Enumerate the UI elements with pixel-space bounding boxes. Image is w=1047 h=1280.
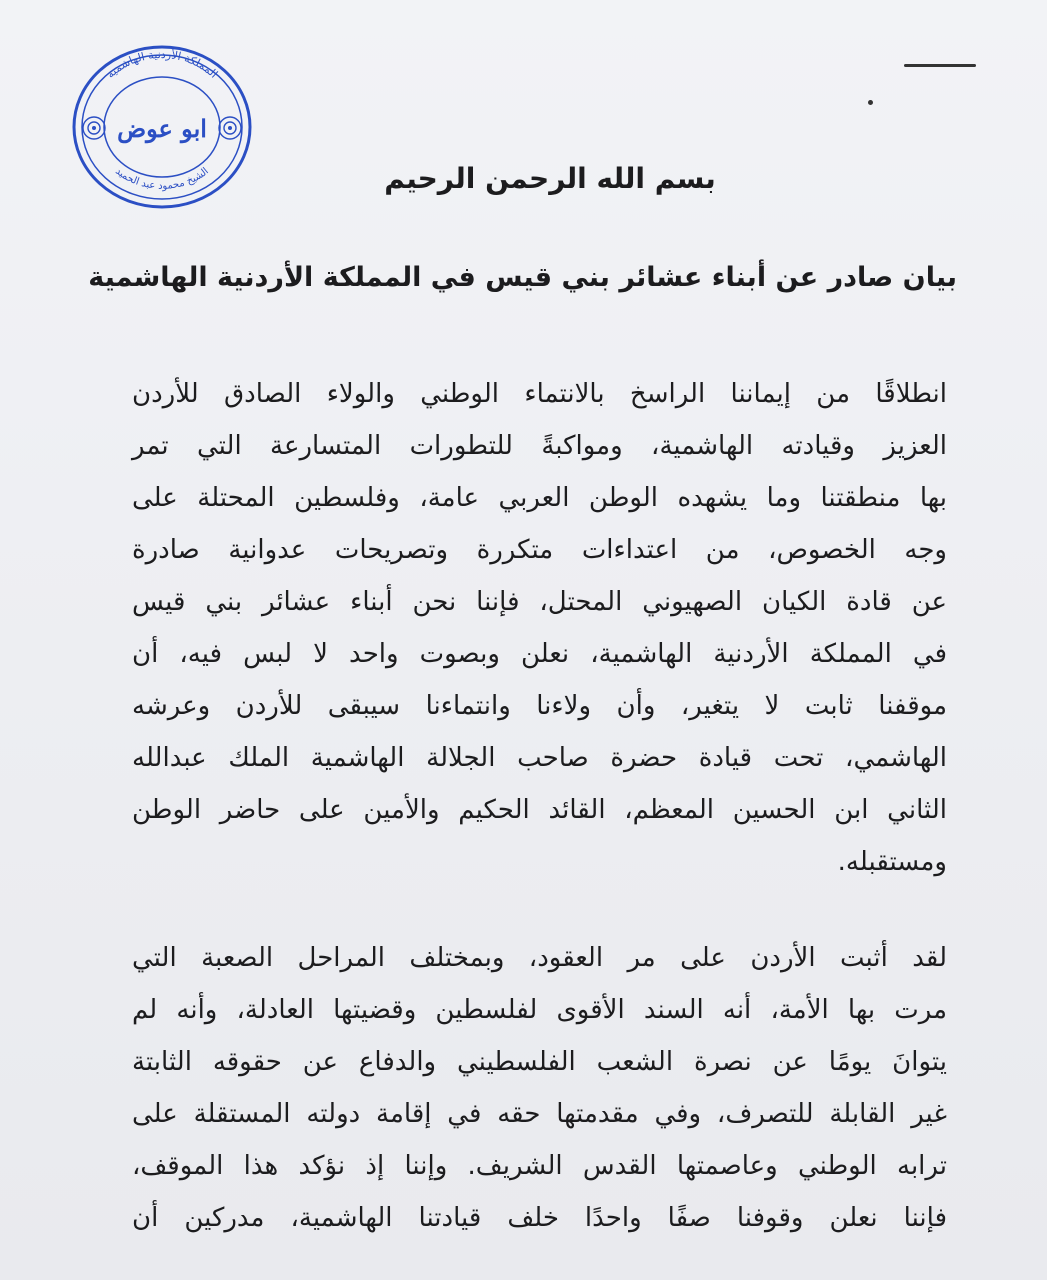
paragraph-line: ترابه الوطني وعاصمتها القدس الشريف. وإننا إذ نؤكد هذا الموقف، [132,1151,947,1181]
paragraph-line: الهاشمي، تحت قيادة حضرة صاحب الجلالة الهاشمية الملك عبدالله [132,743,947,773]
statement-heading: بيان صادر عن أبناء عشائر بني قيس في المملكة الأردنية الهاشمية [88,262,957,293]
paragraph-line: غير القابلة للتصرف، وفي مقدمتها حقه في إقامة دولته المستقلة على [132,1099,947,1129]
paragraph-line: انطلاقًا من إيماننا الراسخ بالانتماء الوطني والولاء الصادق للأردن [132,379,947,409]
seal-ring-text: المملكة الأردنية الهاشمية [103,47,221,81]
paragraph-line: ومستقبله. [837,847,947,877]
paragraph-1 [132,368,947,888]
basmala-title: بسم الله الرحمن الرحيم [384,162,716,195]
seal-bottom-text: الشيخ محمود عبد الحميد [113,165,211,192]
svg-text:الشيخ محمود عبد الحميد [113,166,211,192]
ink-dot [868,100,873,105]
paragraph-line: الثاني ابن الحسين المعظم، القائد الحكيم والأمين على حاضر الوطن [132,795,947,825]
svg-text:المملكة الأردنية الهاشمية [104,47,220,80]
paragraph-line: يتوانَ يومًا عن نصرة الشعب الفلسطيني والدفاع عن حقوقه الثابتة [132,1047,947,1077]
paragraph-line: بها منطقتنا وما يشهده الوطن العربي عامة، وفلسطين المحتلة على [132,483,947,513]
paragraph-line: عن قادة الكيان الصهيوني المحتل، فإننا نحن أبناء عشائر بني قيس [132,587,947,617]
circular-stamp-icon [70,42,254,212]
official-seal [70,42,254,212]
seal-center-text: ابو عوض [117,114,207,143]
paragraph-line: فإننا نعلن وقوفنا صفًا واحدًا خلف قيادتنا الهاشمية، مدركين أن [132,1203,947,1233]
paragraph-line: لقد أثبت الأردن على مر العقود، وبمختلف المراحل الصعبة التي [132,943,947,973]
paragraph-line: موقفنا ثابت لا يتغير، وأن ولاءنا وانتماءنا سيبقى للأردن وعرشه [132,691,947,721]
top-dash-mark [904,64,976,67]
paragraph-line: وجه الخصوص، من اعتداءات متكررة وتصريحات عدوانية صادرة [132,535,947,565]
paragraph-line: العزيز وقيادته الهاشمية، ومواكبةً للتطورات المتسارعة التي تمر [132,431,947,461]
paragraph-line: مرت بها الأمة، أنه السند الأقوى لفلسطين وقضيتها العادلة، وأنه لم [132,995,947,1025]
paragraph-line: في المملكة الأردنية الهاشمية، نعلن وبصوت واحد لا لبس فيه، أن [132,639,947,669]
paragraph-2 [132,932,947,1244]
